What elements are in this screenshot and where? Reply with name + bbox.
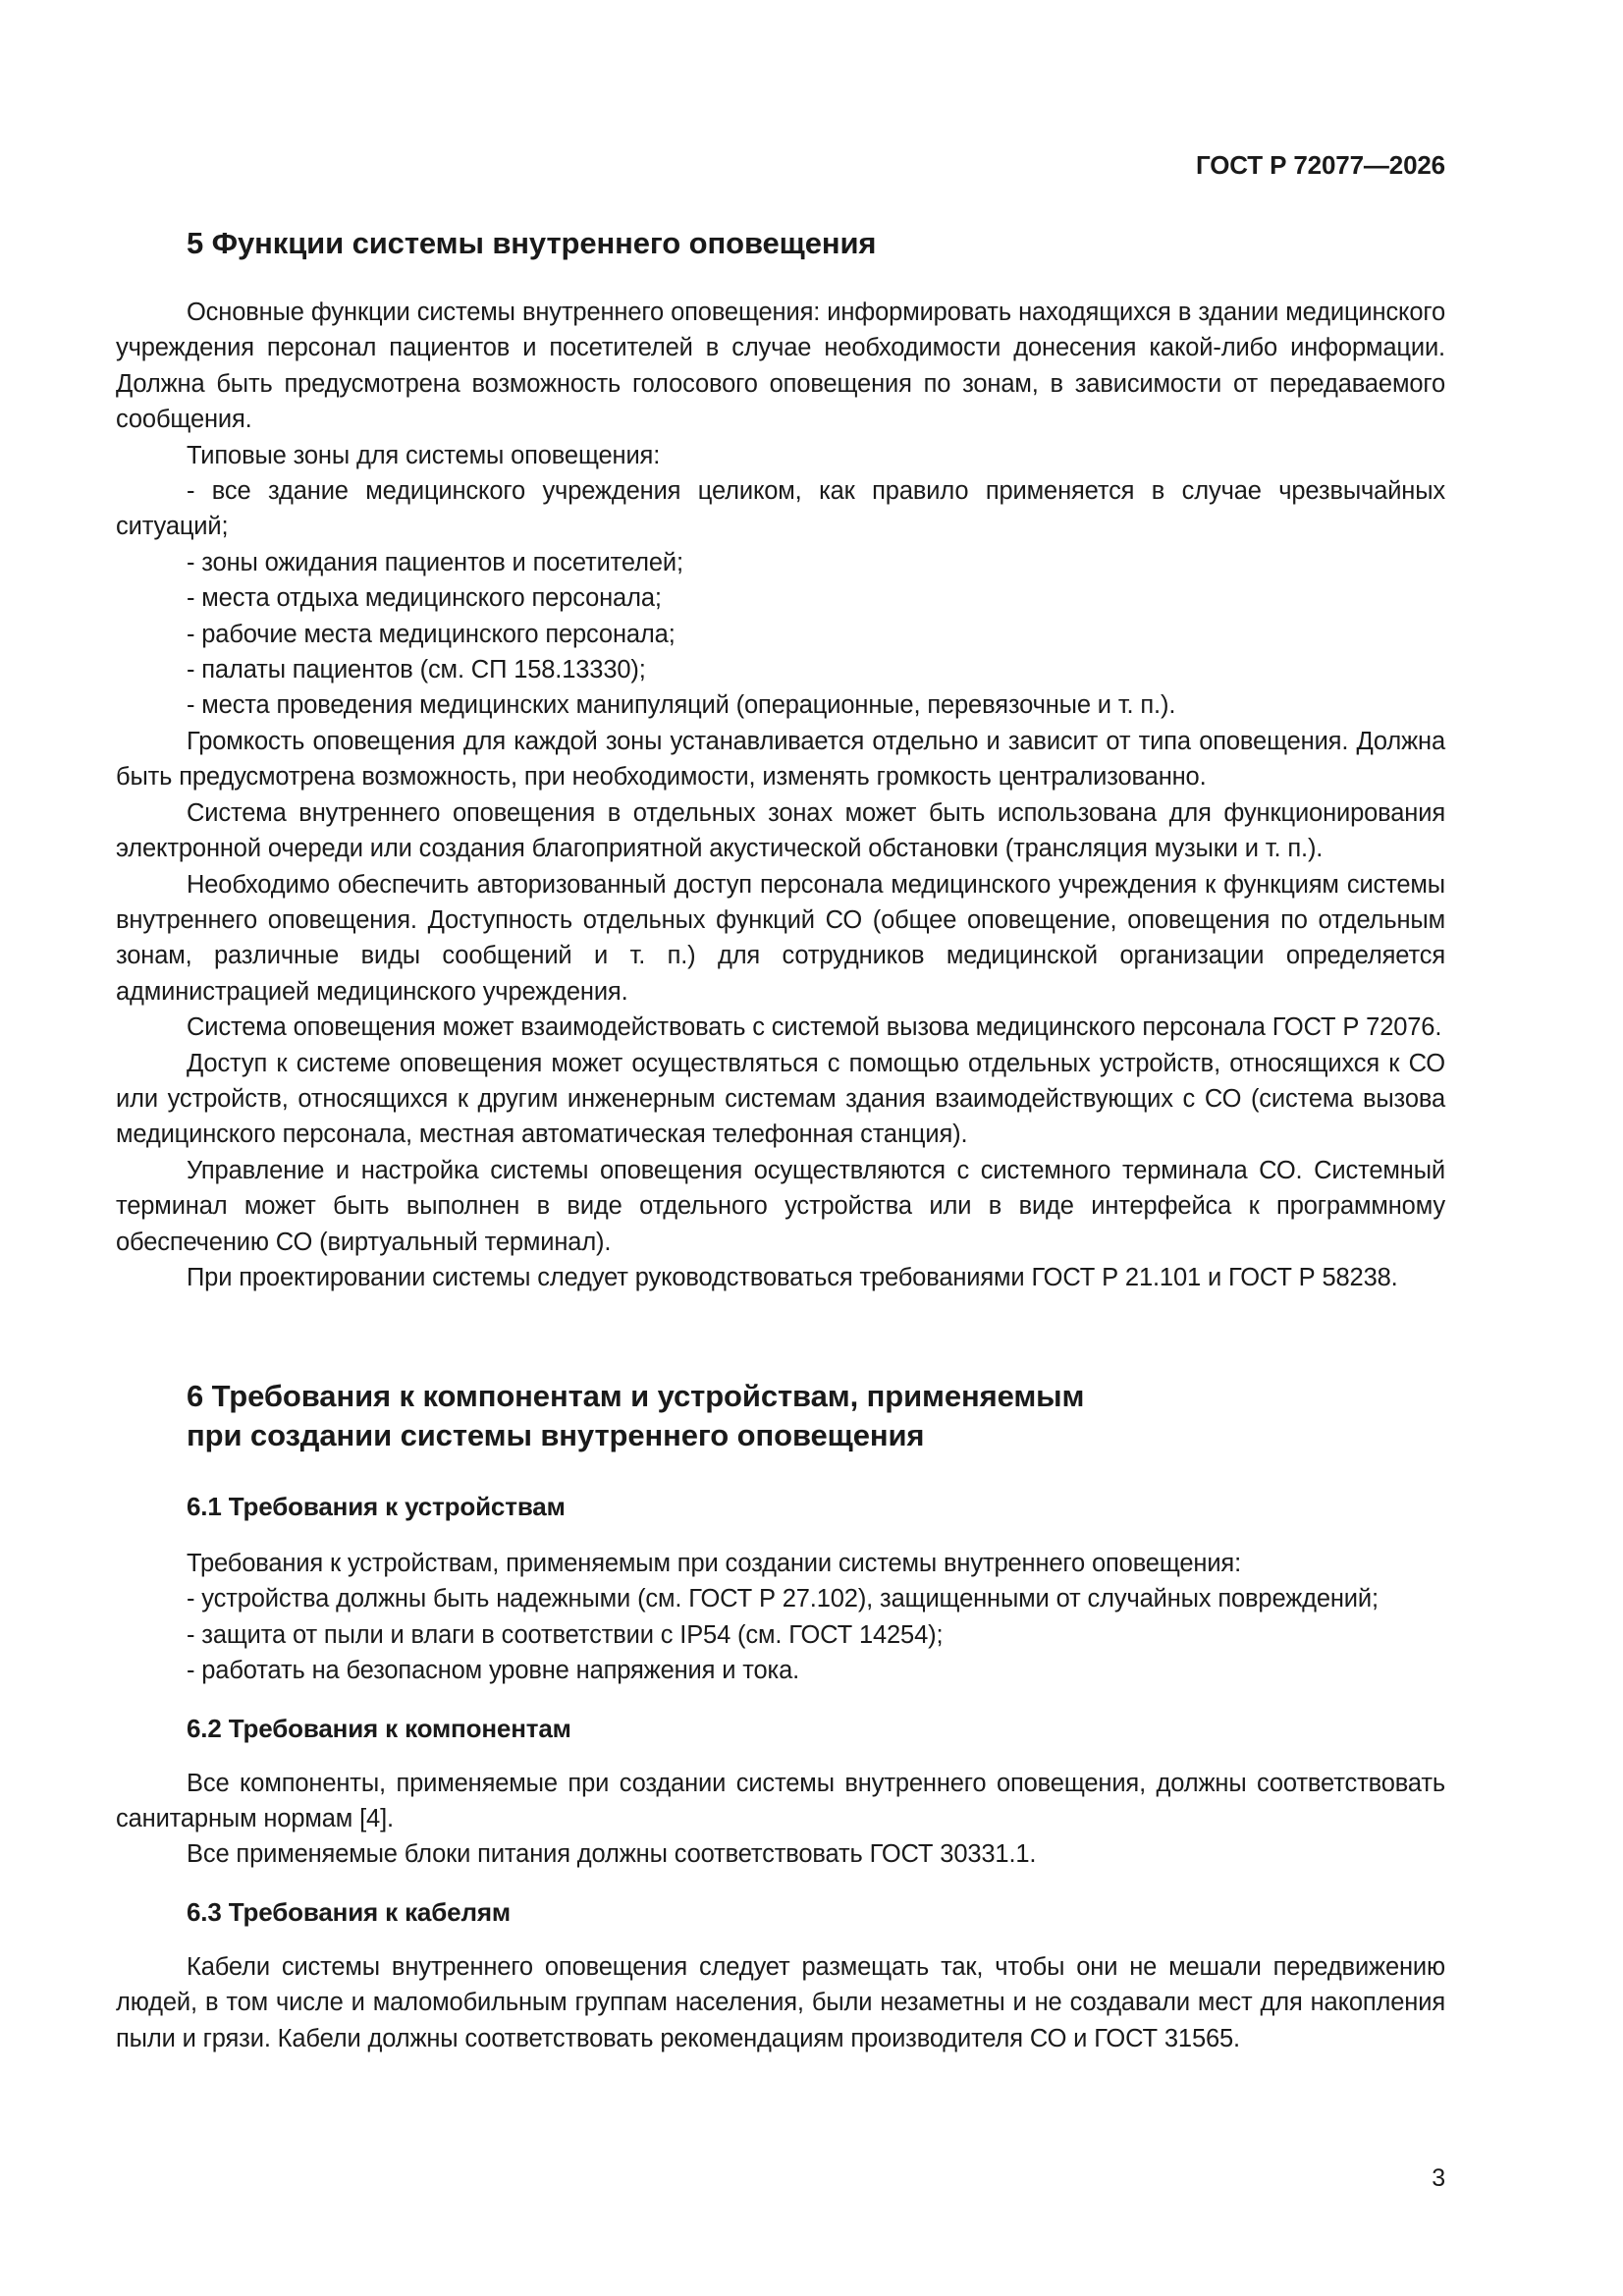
- section-6-title-line-1: 6 Требования к компонентам и устройствам, применяемым: [187, 1379, 1085, 1413]
- subsection-6-2-paragraph: Все применяемые блоки питания должны соответствовать ГОСТ 30331.1.: [187, 1840, 1037, 1869]
- list-item: - зоны ожидания пациентов и посетителей;: [187, 548, 683, 576]
- list-item: - работать на безопасном уровне напряжения и тока.: [187, 1657, 800, 1685]
- section-6-title-line-2: при создании системы внутреннего оповещения: [187, 1418, 925, 1452]
- subsection-6-2-title: 6.2 Требования к компонентам: [187, 1713, 571, 1743]
- list-item: - все здание медицинского учреждения целиком, как правило применяется в случае чрезвычайных ситуаций;: [116, 477, 1445, 541]
- paragraph-terminal: Управление и настройка системы оповещения осуществляются с системного терминала СО. Системный терминал может быть выполнен в виде отдельного устройства или в виде интерфейса к программному обеспечению СО (виртуальный терминал).: [116, 1156, 1445, 1256]
- list-item: - места проведения медицинских манипуляций (операционные, перевязочные и т. п.).: [187, 691, 1176, 720]
- paragraph-design: При проектировании системы следует руководствоваться требованиями ГОСТ Р 21.101 и ГОСТ Р 58238.: [187, 1263, 1398, 1291]
- page-number: 3: [1432, 2164, 1445, 2192]
- section-6: [116, 1377, 1445, 2056]
- list-item: - палаты пациентов (см. СП 158.13330);: [187, 656, 646, 684]
- section-6-title: [116, 1377, 1445, 1455]
- list-item: - места отдыха медицинского персонала;: [187, 584, 662, 613]
- document-code-header: ГОСТ Р 72077—2026: [1195, 150, 1445, 180]
- subsection-6-1-intro: Требования к устройствам, применяемым при создании системы внутреннего оповещения:: [187, 1550, 1242, 1577]
- paragraph-volume: Громкость оповещения для каждой зоны устанавливается отдельно и зависит от типа оповещения. Должна быть предусмотрена возможность, при необходимости, изменять громкость централизованно.: [116, 727, 1445, 792]
- paragraph-interaction: Система оповещения может взаимодействовать с системой вызова медицинского персонала ГОСТ Р 72076.: [187, 1013, 1442, 1042]
- section-5-title: 5 Функции системы внутреннего оповещения: [187, 226, 877, 260]
- list-item: - устройства должны быть надежными (см. ГОСТ Р 27.102), защищенными от случайных повреждений;: [187, 1585, 1379, 1613]
- paragraph-main-functions: Основные функции системы внутреннего оповещения: информировать находящихся в здании медицинского учреждения персонал пациентов и посетителей в случае необходимости донесения какой-либо информации. Должна быть предусмотрена возможность голосового оповещения по зонам, в зависимости от передаваемого сообщения.: [116, 299, 1445, 434]
- subsection-6-1-title: 6.1 Требования к устройствам: [187, 1492, 566, 1521]
- zones-intro: Типовые зоны для системы оповещения:: [187, 441, 661, 469]
- paragraph-queue: Система внутреннего оповещения в отдельных зонах может быть использована для функционирования электронной очереди или создания благоприятной акустической обстановки (трансляция музыки и т. п.).: [116, 798, 1445, 863]
- list-item: - защита от пыли и влаги в соответствии с IP54 (см. ГОСТ 14254);: [187, 1620, 944, 1649]
- paragraph-devices: Доступ к системе оповещения может осуществляться с помощью отдельных устройств, относящихся к СО или устройств, относящихся к другим инженерным системам здания взаимодействующих с СО (система вызова медицинского персонала, местная автоматическая телефонная станция).: [116, 1049, 1445, 1149]
- section-5: [116, 224, 1445, 1295]
- subsection-6-3-paragraph: Кабели системы внутреннего оповещения следует размещать так, чтобы они не мешали передвижению людей, в том числе и маломобильным группам населения, были незаметны и не создавали мест для накопления пыли и грязи. Кабели должны соответствовать рекомендациям производителя СО и ГОСТ 31565.: [116, 1952, 1445, 2052]
- subsection-6-3-title: 6.3 Требования к кабелям: [187, 1896, 511, 1927]
- list-item: - рабочие места медицинского персонала;: [187, 620, 676, 648]
- subsection-6-2-paragraph: Все компоненты, применяемые при создании системы внутреннего оповещения, должны соответствовать санитарным нормам [4].: [116, 1769, 1445, 1833]
- paragraph-access: Необходимо обеспечить авторизованный доступ персонала медицинского учреждения к функциям системы внутреннего оповещения. Доступность отдельных функций СО (общее оповещение, оповещения по отдельным зонам, различные виды сообщений и т. п.) для сотрудников медицинской организации определяется администрацией медицинского учреждения.: [116, 870, 1445, 1006]
